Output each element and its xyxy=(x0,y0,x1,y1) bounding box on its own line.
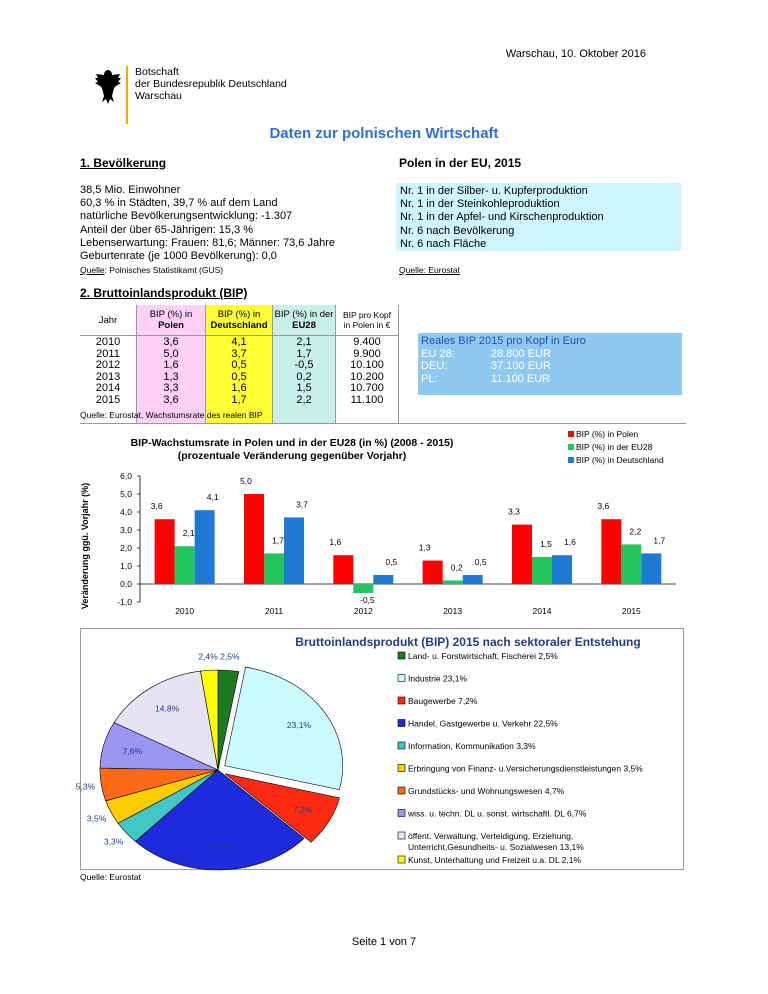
pie-slice-label: 7,6% xyxy=(122,745,143,756)
embassy-line-2: der Bundesrepublik Deutschland xyxy=(135,78,287,90)
y-tick-label: 3,0 xyxy=(120,525,132,535)
pie-legend-swatch xyxy=(398,675,405,682)
bar-value-label: 1,7 xyxy=(272,535,284,546)
pie-title: Bruttoinlandsprodukt (BIP) 2015 nach sektoraler Entstehung xyxy=(295,635,641,649)
eu-ranking-box xyxy=(396,183,681,251)
bar xyxy=(333,555,353,584)
table-col-kopf: 9.400 9.900 10.100 10.200 10.700 11.100 xyxy=(336,336,399,410)
embassy-logo xyxy=(92,62,302,126)
x-tick-label: 2015 xyxy=(621,606,641,616)
legend-label: BIP (%) in der EU28 xyxy=(576,442,653,452)
federal-eagle-icon xyxy=(92,66,124,106)
page-number: Seite 1 von 7 xyxy=(351,936,417,948)
pie-slice-label: 3,3% xyxy=(103,836,124,847)
bar-value-label: -0,5 xyxy=(360,595,375,605)
real-gdp-title: Reales BIP 2015 pro Kopf in Euro xyxy=(421,335,586,347)
eu-ranking-item: Nr. 1 in der Silber- u. Kupferproduktion xyxy=(400,185,588,197)
bar-value-label: 2,2 xyxy=(629,526,642,537)
table-body xyxy=(80,336,399,410)
bar xyxy=(195,510,215,584)
pie-legend-label: Land- u. Forstwirtschaft, Fischerei 2,5% xyxy=(408,651,558,661)
x-tick-label: 2010 xyxy=(175,606,195,616)
bar-value-label: 0,5 xyxy=(474,557,487,567)
y-tick-label: 6,0 xyxy=(120,471,132,481)
bar-value-label: 3,6 xyxy=(150,501,163,512)
chart-legend xyxy=(568,429,664,465)
eu-ranking-source: Quelle: Eurostat xyxy=(399,265,460,275)
embassy-flag-line xyxy=(126,66,128,124)
pie-slice-label: 7,2% xyxy=(293,804,313,815)
bar xyxy=(264,553,284,584)
legend-label: BIP (%) in Deutschland xyxy=(576,455,664,465)
pie-legend-swatch xyxy=(398,720,405,727)
gdp-heading: 2. Bruttoinlandsprodukt (BIP) xyxy=(80,286,248,300)
table-header-pl: BIP (%) in Polen xyxy=(137,305,206,336)
bar xyxy=(641,553,661,584)
table-header-de: BIP (%) in Deutschland xyxy=(206,305,273,336)
eu-ranking-item: Nr. 6 nach Bevölkerung xyxy=(400,224,515,237)
chart-subtitle: (prozentuale Veränderung gegenüber Vorjahr) xyxy=(177,450,407,462)
gdp-growth-chart xyxy=(76,426,686,622)
bar-value-label: 0,2 xyxy=(450,562,463,573)
bar-value-label: 3,6 xyxy=(597,501,610,512)
population-fact: Anteil der über 65-Jährigen: 15,3 % xyxy=(80,223,254,236)
pie-legend-label: Erbringung von Finanz- u.Versicherungsdienstleistungen 3,5% xyxy=(408,763,643,774)
real-gdp-box xyxy=(418,333,682,395)
y-tick-label: 0,0 xyxy=(120,579,132,589)
bar xyxy=(621,544,641,584)
source-text: : Polnisches Statistikamt (GUS) xyxy=(104,265,224,275)
y-tick-label: 1,0 xyxy=(120,561,132,571)
pie-legend-swatch xyxy=(398,787,405,794)
embassy-name xyxy=(135,66,287,102)
real-gdp-row: DEU: 37.100 EUR xyxy=(421,360,551,372)
legend-swatch xyxy=(568,457,574,463)
bar xyxy=(155,519,175,584)
y-tick-label: -1,0 xyxy=(117,597,132,607)
x-tick-label: 2011 xyxy=(264,606,284,616)
table-header-eu: BIP (%) in der EU28 xyxy=(273,305,336,336)
sector-pie-chart xyxy=(75,628,684,870)
chart-plot-area xyxy=(117,471,676,616)
table-header-year: Jahr xyxy=(80,305,137,336)
population-fact: 38,5 Mio. Einwohner xyxy=(80,184,181,196)
chart-title: BIP-Wachstumsrate in Polen und in der EU28 (in %) (2008 - 2015) xyxy=(130,437,454,449)
bar-value-label: 3,3 xyxy=(508,506,520,517)
pie-slice-label: 14,8% xyxy=(155,703,180,714)
legend-label: BIP (%) in Polen xyxy=(576,429,639,439)
pie-slice-label: 2,4% xyxy=(198,651,218,662)
bar xyxy=(353,584,373,593)
real-gdp-row: PL: 11.100 EUR xyxy=(421,372,551,385)
bar-value-label: 1,5 xyxy=(540,539,552,549)
bar-value-label: 5,0 xyxy=(240,476,252,486)
pie-legend-swatch xyxy=(398,765,405,772)
bar xyxy=(244,494,264,584)
pie-legend-swatch xyxy=(398,697,405,704)
bar xyxy=(373,575,393,584)
bar-value-label: 2,1 xyxy=(182,528,195,539)
pie-slice-label: 22,5% xyxy=(207,839,232,850)
pie-legend-label: Grundstücks- und Wohnungswesen 4,7% xyxy=(408,786,565,796)
bar xyxy=(532,557,552,584)
pie-slice-label: 5,3% xyxy=(75,781,96,792)
pie-legend-label: Handel, Gastgewerbe u. Verkehr 22,5% xyxy=(408,718,558,729)
eu-ranking-item: Nr. 1 in der Apfel- und Kirschenproduktion xyxy=(400,211,604,224)
embassy-line-1: Botschaft xyxy=(135,66,179,78)
pie-slice-label: 23,1% xyxy=(286,719,312,730)
pie-legend-swatch xyxy=(398,810,405,817)
bar xyxy=(601,519,621,584)
population-fact: Geburtenrate (je 1000 Bevölkerung): 0,0 xyxy=(80,250,277,263)
source-label: Quelle xyxy=(80,265,105,275)
chart-y-axis-label: Veränderung ggü. Vorjahr (%) xyxy=(80,482,90,610)
x-tick-label: 2013 xyxy=(443,606,463,616)
bar-value-label: 1,6 xyxy=(329,537,342,548)
bar-value-label: 1,3 xyxy=(418,542,431,553)
population-heading: 1. Bevölkerung xyxy=(80,156,167,170)
bar xyxy=(284,517,304,584)
bar-value-label: 4,1 xyxy=(206,492,219,503)
pie-legend-label: wiss. u. techn. DL u. sonst. wirtschaftl. DL 6,7% xyxy=(408,808,587,819)
y-tick-label: 5,0 xyxy=(120,489,132,499)
bar xyxy=(443,580,463,584)
legend-swatch xyxy=(568,431,574,437)
y-tick-label: 2,0 xyxy=(120,543,132,553)
y-tick-label: 4,0 xyxy=(120,507,132,517)
table-col-pl: 3,6 5,0 1,6 1,3 3,3 3,6 xyxy=(137,336,206,410)
pie-slice-label: 3,5% xyxy=(86,813,107,824)
pie-slice-label: 2,5% xyxy=(220,651,240,662)
bar xyxy=(175,546,195,584)
pie-legend-swatch xyxy=(398,832,405,839)
bar xyxy=(423,561,443,584)
x-tick-label: 2014 xyxy=(532,606,552,616)
pie-legend-label: Information, Kommunikation 3,3% xyxy=(408,741,536,751)
population-fact: natürliche Bevölkerungsentwicklung: -1.307 xyxy=(80,210,293,223)
population-source xyxy=(80,265,223,275)
bar xyxy=(463,575,483,584)
table-col-de: 4,1 3,7 0,5 0,5 1,6 1,7 xyxy=(206,336,273,410)
legend-swatch xyxy=(568,444,574,450)
bar-value-label: 1,7 xyxy=(653,535,666,546)
bar xyxy=(512,525,532,584)
pie-legend-label: Industrie 23,1% xyxy=(408,673,468,684)
population-facts xyxy=(80,184,335,263)
eu-ranking-item: Nr. 1 in der Steinkohleproduktion xyxy=(400,198,560,211)
pie-legend-label: öffent. Verwaltung, Verteidigung, Erziehung, Unterricht,Gesundheits- u. Sozialwesen 13,1% xyxy=(408,831,584,852)
pie-legend-swatch xyxy=(398,742,405,749)
table-col-eu: 2,1 1,7 -0,5 0,2 1,5 2,2 xyxy=(273,336,336,410)
pie-legend-swatch xyxy=(398,856,405,863)
divider xyxy=(80,423,686,424)
real-gdp-row: EU 28: 28.800 EUR xyxy=(421,347,551,360)
bar-value-label: 1,6 xyxy=(564,537,576,548)
bar xyxy=(552,555,572,584)
bar-value-label: 3,7 xyxy=(296,499,308,510)
gdp-table xyxy=(80,305,399,423)
embassy-line-3: Warschau xyxy=(135,90,182,102)
page-title: Daten zur polnischen Wirtschaft xyxy=(269,125,499,142)
table-header-kopf: BIP pro Kopf in Polen in € xyxy=(336,305,399,336)
pie-legend-label: Baugewerbe 7,2% xyxy=(408,696,478,706)
population-fact: 60,3 % in Städten, 39,7 % auf dem Land xyxy=(80,197,278,210)
bar-value-label: 0,5 xyxy=(385,557,398,567)
eu-ranking-heading: Polen in der EU, 2015 xyxy=(399,156,522,170)
footer-source: Quelle: Eurostat xyxy=(80,872,141,882)
pie-legend-swatch xyxy=(398,652,405,659)
table-col-year: 2010 2011 2012 2013 2014 2015 xyxy=(95,336,121,406)
gdp-source: Quelle: Eurostat, Wachstumsrate des realen BIP xyxy=(80,410,263,420)
population-fact: Lebenserwartung: Frauen: 81,6; Männer: 73,6 Jahre xyxy=(80,236,335,249)
document-date: Warschau, 10. Oktober 2016 xyxy=(505,48,646,60)
eu-ranking-item: Nr. 6 nach Fläche xyxy=(400,237,487,250)
x-tick-label: 2012 xyxy=(353,606,373,616)
pie-legend-label: Kunst, Unterhaltung und Freizeit u.a. DL 2,1% xyxy=(408,855,582,865)
